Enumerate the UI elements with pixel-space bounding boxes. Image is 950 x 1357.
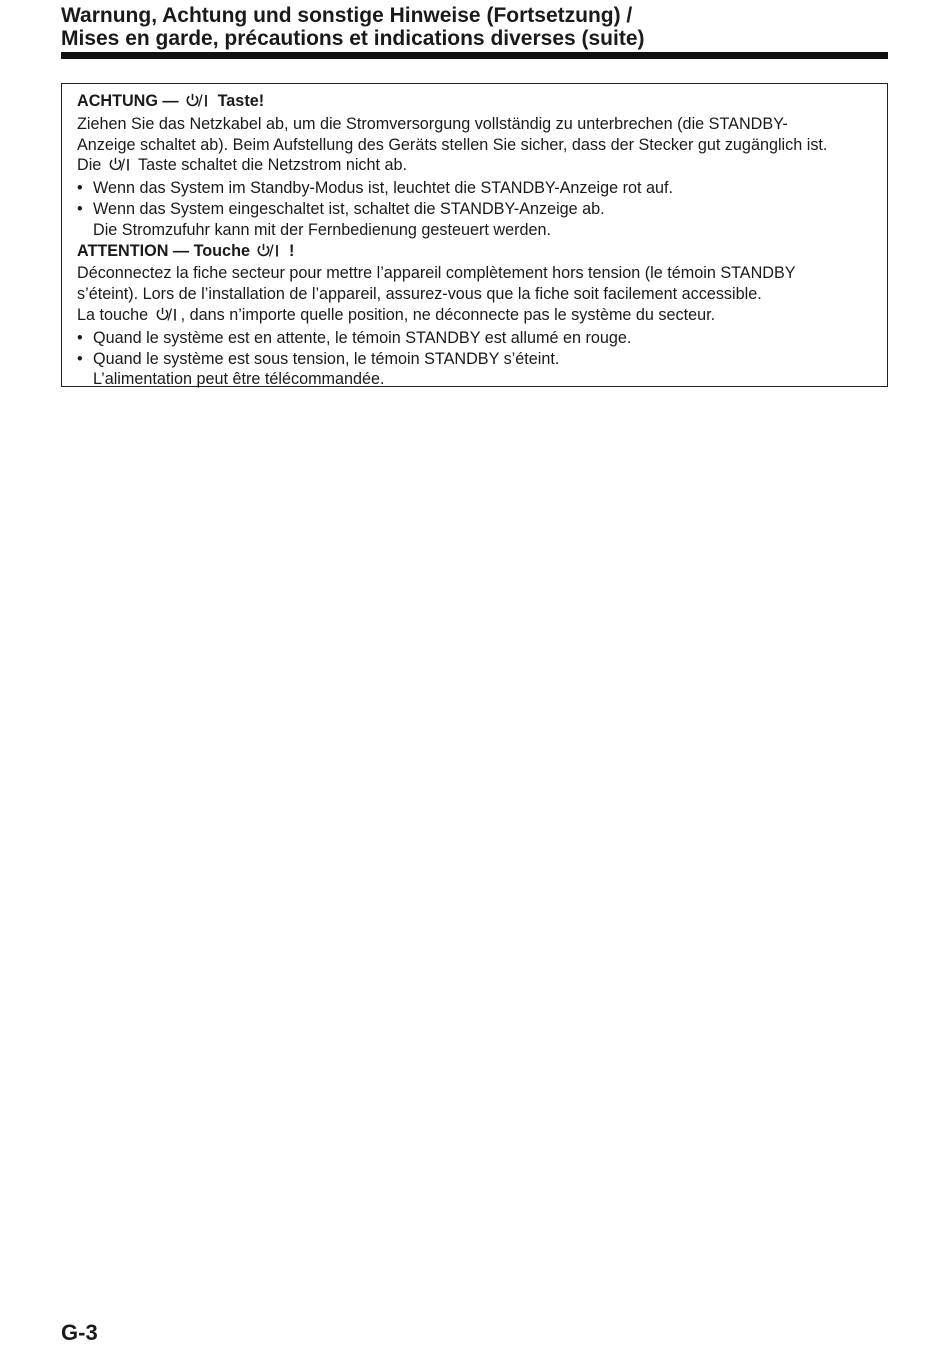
bullet-marker: •: [77, 179, 83, 198]
german-bullet-item: • Wenn das System im Standby-Modus ist, leuchtet die STANDBY-Anzeige rot auf.: [77, 179, 674, 198]
french-bullet-item: • Quand le système est en attente, le témoin STANDBY est allumé en rouge.: [77, 328, 632, 347]
bullet-marker: •: [77, 199, 83, 218]
french-bullet-item: • Quand le système est sous tension, le témoin STANDBY s’éteint.: [77, 349, 560, 368]
page-title-german: Warnung, Achtung und sonstige Hinweise (Fortsetzung) /: [61, 4, 633, 27]
page-title-french: Mises en garde, précautions et indications diverses (suite): [61, 27, 645, 50]
german-bullet-continuation: Die Stromzufuhr kann mit der Fernbedienung gesteuert werden.: [93, 220, 551, 239]
german-caution-heading: ACHTUNG — Taste!: [77, 91, 882, 114]
french-paragraph-line: Déconnectez la fiche secteur pour mettre l’appareil complètement hors tension (le témoin STANDBY: [77, 264, 796, 283]
caution-notice-box: [61, 83, 888, 387]
page-header: [61, 4, 888, 50]
power-standby-icon: [108, 157, 132, 178]
french-bullet-continuation: L’alimentation peut être télécommandée.: [93, 370, 385, 389]
caution-notice-content: [77, 91, 882, 390]
power-standby-icon: [256, 243, 282, 264]
power-standby-icon: [185, 93, 211, 114]
bullet-marker: •: [77, 349, 83, 368]
french-caution-heading: ATTENTION — Touche !: [77, 241, 882, 264]
french-paragraph-line: s’éteint). Lors de l’installation de l’appareil, assurez-vous que la fiche soit facilement accessible.: [77, 285, 762, 304]
german-paragraph-line: Ziehen Sie das Netzkabel ab, um die Stromversorgung vollständig zu unterbrechen (die STANDBY-: [77, 114, 788, 133]
german-paragraph-line: Anzeige schaltet ab). Beim Aufstellung des Geräts stellen Sie sicher, dass der Stecker gut zugänglich ist.: [77, 135, 828, 154]
german-paragraph-line: Die Taste schaltet die Netzstrom nicht ab.: [77, 155, 882, 178]
header-divider: [61, 52, 888, 59]
german-bullet-item: • Wenn das System eingeschaltet ist, schaltet die STANDBY-Anzeige ab.: [77, 199, 605, 218]
bullet-marker: •: [77, 328, 83, 347]
page-number: G-3: [61, 1320, 98, 1345]
power-standby-icon: [155, 307, 179, 328]
french-paragraph-line: La touche , dans n’importe quelle position, ne déconnecte pas le système du secteur.: [77, 305, 882, 328]
